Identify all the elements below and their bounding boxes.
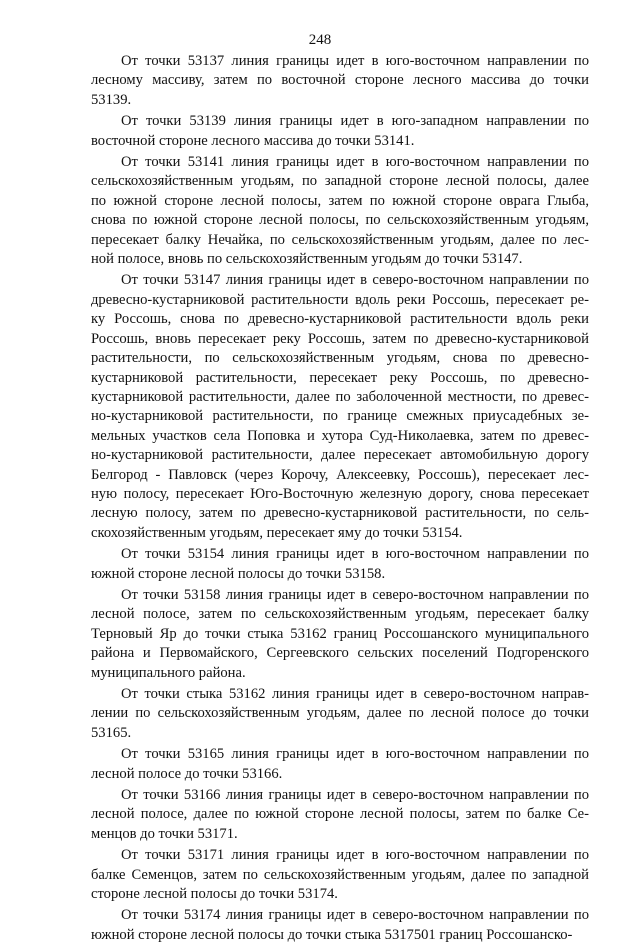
paragraph-line: южной стороне лесной полосы до точки стыка 5317501 границ Россошанско- xyxy=(91,926,573,943)
paragraph-line: по южной стороне лесной полосы, затем по южной стороне оврага Глыба, xyxy=(91,192,589,209)
paragraph-line: но-кустарниковой растительности, далее пересекает автомобильную дорогу xyxy=(91,447,589,464)
paragraph xyxy=(91,846,589,904)
paragraph-line: От точки 53154 линия границы идет в юго-восточном направлении по xyxy=(121,546,589,563)
paragraph-line: От точки 53158 линия границы идет в северо-восточном направлении по xyxy=(121,586,589,603)
paragraph-line: лесной полосе, далее по южной стороне лесной полосы, затем по балке Се- xyxy=(91,806,589,823)
paragraph-line: но-кустарниковой растительности, по границе смежных приусадебных зе- xyxy=(91,408,589,425)
paragraph-line: кустарниковой растительности, пересекает реку Россошь, по древесно- xyxy=(91,369,589,386)
paragraph-line: мельных участков села Поповка и хутора Суд-Николаевка, затем по древес- xyxy=(91,427,589,444)
paragraph-line: стороне лесной полосы до точки 53174. xyxy=(91,886,338,903)
paragraph-line: восточной стороне лесного массива до точки 53141. xyxy=(91,132,415,149)
paragraph xyxy=(91,745,589,784)
document-body xyxy=(91,52,589,945)
paragraph xyxy=(91,906,589,945)
paragraph xyxy=(91,112,589,151)
paragraph-line: ную полосу, пересекает Юго-Восточную железную дорогу, снова пересекает xyxy=(91,485,589,502)
paragraph-line: 53139. xyxy=(91,91,132,108)
paragraph-line: снова по южной стороне лесной полосы, по сельскохозяйственным угодьям, xyxy=(91,212,589,229)
paragraph-line: района и Первомайского, Сергеевского сельских поселений Подгоренского xyxy=(91,645,589,662)
paragraph-line: лении по сельскохозяйственным угодьям, далее по лесной полосе до точки xyxy=(91,705,589,722)
paragraph-line: лесной полосе до точки 53166. xyxy=(91,765,283,782)
paragraph-line: ку Россошь, снова по древесно-кустарниковой растительности вдоль реки xyxy=(91,311,589,328)
paragraph xyxy=(91,153,589,269)
paragraph-line: От точки 53165 линия границы идет в юго-восточном направлении по xyxy=(121,746,589,763)
paragraph-line: древесно-кустарниковой растительности вдоль реки Россошь, пересекает ре- xyxy=(91,291,589,308)
paragraph-line: От точки 53166 линия границы идет в северо-восточном направлении по xyxy=(121,787,589,804)
paragraph xyxy=(91,685,589,743)
paragraph xyxy=(91,271,589,543)
paragraph-line: балке Семенцов, затем по сельскохозяйственным угодьям, далее по западной xyxy=(91,866,589,883)
paragraph-line: От точки 53147 линия границы идет в северо-восточном направлении по xyxy=(121,272,589,289)
paragraph-line: пересекает балку Нечайка, по сельскохозяйственным угодьям, далее по лес- xyxy=(91,231,589,248)
paragraph-line: менцов до точки 53171. xyxy=(91,825,238,842)
paragraph-line: лесной полосе, затем по сельскохозяйственным угодьям, пересекает балку xyxy=(91,606,589,623)
paragraph-line: От точки 53141 линия границы идет в юго-восточном направлении по xyxy=(121,154,589,171)
paragraph xyxy=(91,786,589,844)
paragraph-line: лесную полосу, затем по древесно-кустарниковой растительности, по сель- xyxy=(91,505,589,522)
paragraph-line: От точки стыка 53162 линия границы идет в северо-восточном направ- xyxy=(121,686,589,702)
paragraph-line: кустарниковой растительности, далее по заболоченной местности, по древес- xyxy=(91,388,589,405)
paragraph-line: Россошь, вновь пересекает реку Россошь, затем по древесно-кустарниковой xyxy=(91,330,589,347)
paragraph-line: муниципального района. xyxy=(91,664,246,681)
page-number: 248 xyxy=(308,32,332,48)
paragraph-line: растительности, по сельскохозяйственным угодьям, снова по древесно- xyxy=(91,350,589,367)
paragraph xyxy=(91,586,589,683)
paragraph-line: скохозяйственным угодьям, пересекает яму до точки 53154. xyxy=(91,524,463,541)
paragraph-line: южной стороне лесной полосы до точки 53158. xyxy=(91,565,386,582)
paragraph-line: ной полосе, вновь по сельскохозяйственным угодьям до точки 53147. xyxy=(91,251,523,268)
paragraph-line: Терновый Яр до точки стыка 53162 границ Россошанского муниципального xyxy=(91,625,589,642)
paragraph-line: От точки 53171 линия границы идет в юго-восточном направлении по xyxy=(121,847,589,864)
paragraph-line: От точки 53174 линия границы идет в северо-восточном направлении по xyxy=(121,907,589,924)
paragraph-line: лесному массиву, затем по восточной стороне лесного массива до точки xyxy=(91,72,589,89)
paragraph-line: Белгород - Павловск (через Корочу, Алексеевку, Россошь), пересекает лес- xyxy=(91,466,589,483)
paragraph xyxy=(91,545,589,584)
paragraph-line: 53165. xyxy=(91,724,132,741)
paragraph-line: От точки 53139 линия границы идет в юго-западном направлении по xyxy=(121,113,589,130)
paragraph-line: От точки 53137 линия границы идет в юго-восточном направлении по xyxy=(121,53,589,69)
paragraph xyxy=(91,52,589,110)
paragraph-line: сельскохозяйственным угодьям, по западной стороне лесной полосы, далее xyxy=(91,173,589,190)
